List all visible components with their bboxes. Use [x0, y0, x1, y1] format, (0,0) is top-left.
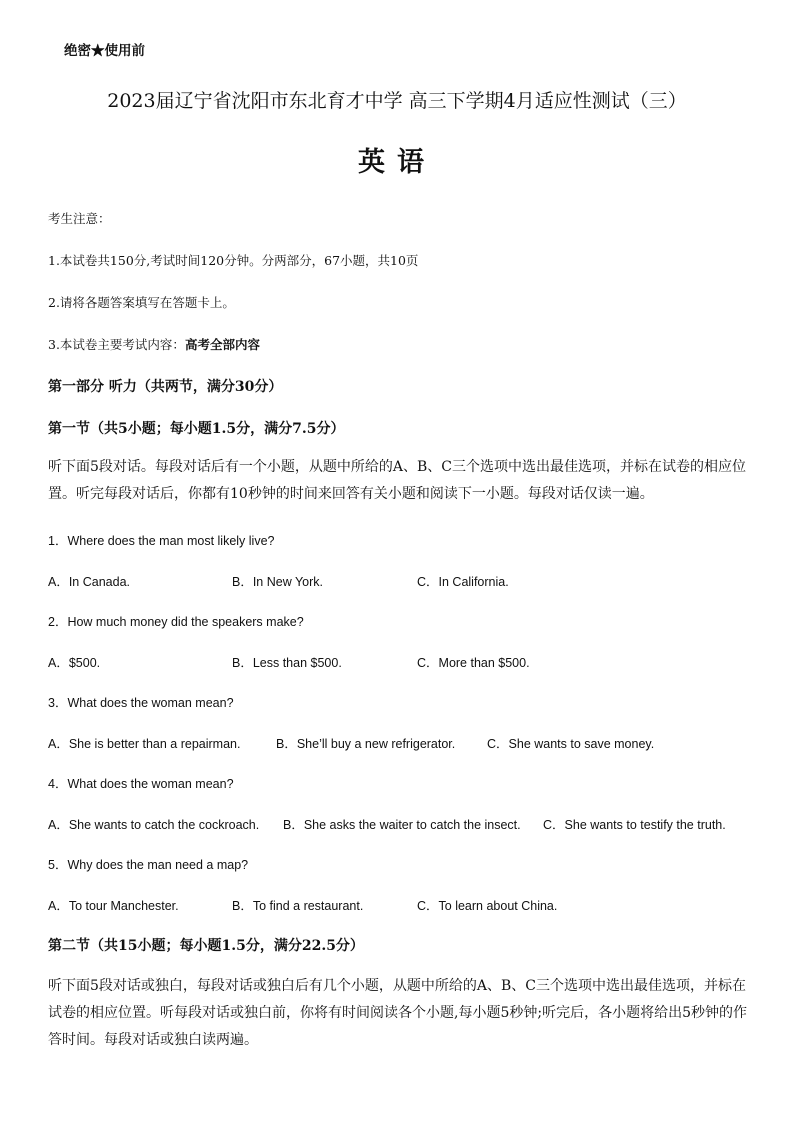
question-1-option-b: B．In New York.: [232, 575, 324, 589]
note-item-1: 1.本试卷共150分,考试时间120分钟。分两部分，67小题，共10页: [48, 253, 419, 268]
question-1-stem: 1．Where does the man most likely live?: [48, 534, 275, 548]
section2-instructions: 听下面5段对话或独白，每段对话或独白后有几个小题，从题中所给的A、B、C三个选项中选出最佳选项，并标在试卷的相应位置。听每段对话或独白前，你将有时间阅读各个小题,每小题5秒钟;听完后，各小题将给出5秒钟的作答时间。每段对话或独白读两遍。: [48, 978, 747, 1048]
note-item-3-text: 3.本试卷主要考试内容：: [48, 337, 185, 352]
question-2-stem: 2．How much money did the speakers make?: [48, 615, 304, 629]
question-3-option-a: A．She is better than a repairman.: [48, 737, 241, 751]
note-item-2: 2.请将各题答案填写在答题卡上。: [48, 295, 235, 310]
confidential-label: 绝密★使用前: [64, 43, 145, 59]
question-4-stem: 4．What does the woman mean?: [48, 777, 234, 791]
note-item-3-bold: 高考全部内容: [184, 337, 260, 352]
question-5-option-a: A．To tour Manchester.: [48, 899, 179, 913]
section1-heading: 第一节（共5小题；每小题1.5分，满分7.5分）: [48, 421, 345, 437]
question-5-stem: 5．Why does the man need a map?: [48, 858, 249, 872]
question-2-option-b: B．Less than $500.: [232, 656, 342, 670]
exam-title: 2023届辽宁省沈阳市东北育才中学 高三下学期4月适应性测试（三）: [107, 90, 687, 112]
question-1-option-c: C．In California.: [417, 575, 509, 589]
question-4-option-a: A．She wants to catch the cockroach.: [48, 818, 260, 832]
question-2-option-a: A．$500.: [48, 656, 101, 670]
question-5-option-c: C．To learn about China.: [417, 899, 558, 913]
question-1-option-a: A．In Canada.: [48, 575, 130, 589]
question-4-option-c: C．She wants to testify the truth.: [543, 818, 726, 832]
question-3-stem: 3．What does the woman mean?: [48, 696, 234, 710]
notes-heading: 考生注意：: [48, 211, 111, 226]
question-3-option-c: C．She wants to save money.: [487, 737, 655, 751]
question-3-option-b: B．She’ll buy a new refrigerator.: [276, 737, 456, 751]
note-item-3: [48, 335, 260, 353]
question-5-option-b: B．To find a restaurant.: [232, 899, 364, 913]
part1-heading: 第一部分 听力（共两节，满分30分）: [48, 379, 283, 395]
question-4-option-b: B．She asks the waiter to catch the insect.: [283, 818, 521, 832]
section2-heading: 第二节（共15小题；每小题1.5分，满分22.5分）: [48, 938, 364, 954]
subject-title: 英语: [358, 147, 436, 178]
section1-instructions: 听下面5段对话。每段对话后有一个小题，从题中所给的A、B、C三个选项中选出最佳选项，并标在试卷的相应位置。听完每段对话后，你都有10秒钟的时间来回答有关小题和阅读下一小题。每段对话仅读一遍。: [48, 459, 747, 502]
question-2-option-c: C．More than $500.: [417, 656, 530, 670]
